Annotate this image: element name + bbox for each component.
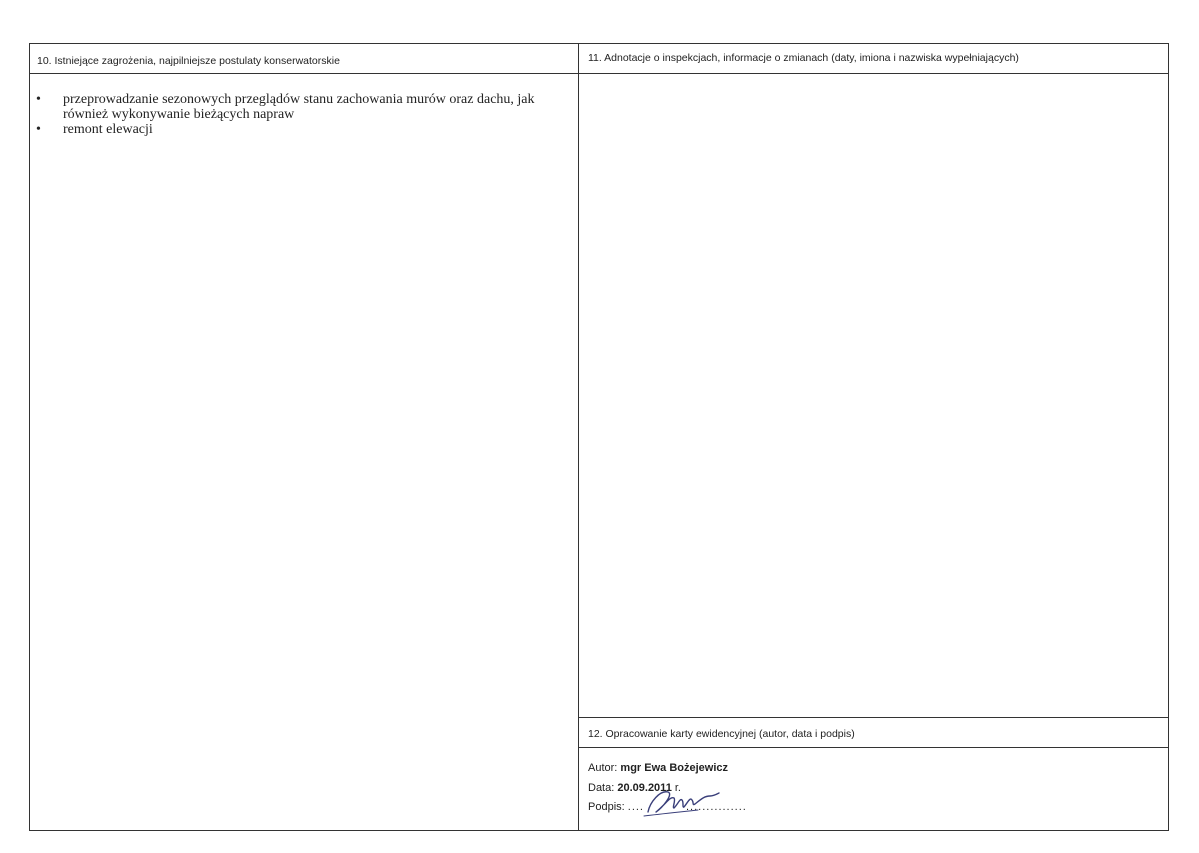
column-divider [578, 43, 579, 831]
author-line [588, 762, 728, 774]
signature-label: Podpis: [588, 801, 625, 813]
section12-header: 12. Opracowanie karty ewidencyjnej (autor, data i podpis) [588, 728, 855, 740]
conservation-postulates-list [36, 92, 556, 137]
bullet-icon: • [36, 92, 41, 107]
author-label: Autor: [588, 762, 618, 774]
date-value: 20.09.2011 [617, 782, 672, 794]
date-label: Data: [588, 782, 615, 794]
list-item [36, 92, 556, 122]
author-value: mgr Ewa Bożejewicz [620, 762, 729, 774]
section11-header-divider [578, 73, 1169, 74]
signature-dots-right: ............... [686, 801, 747, 813]
section11-header: 11. Adnotacje o inspekcjach, informacje o zmianach (daty, imiona i nazwiska wypełniających) [588, 52, 1019, 64]
section10-header-divider [29, 73, 578, 74]
handwritten-signature [640, 782, 720, 820]
list-item-text: przeprowadzanie sezonowych przeglądów stanu zachowania murów oraz dachu, jak również wykonywanie bieżących napraw [63, 92, 535, 122]
section10-header: 10. Istniejące zagrożenia, najpilniejsze postulaty konserwatorskie [37, 55, 340, 67]
section12-header-divider [578, 747, 1169, 748]
list-item [36, 122, 556, 137]
section12-top-divider [578, 717, 1169, 718]
form-frame [29, 43, 1169, 831]
date-suffix: r. [674, 782, 681, 794]
bullet-icon: • [36, 122, 41, 137]
signature-dots-left: .... [627, 801, 644, 813]
list-item-text: remont elewacji [63, 122, 153, 137]
